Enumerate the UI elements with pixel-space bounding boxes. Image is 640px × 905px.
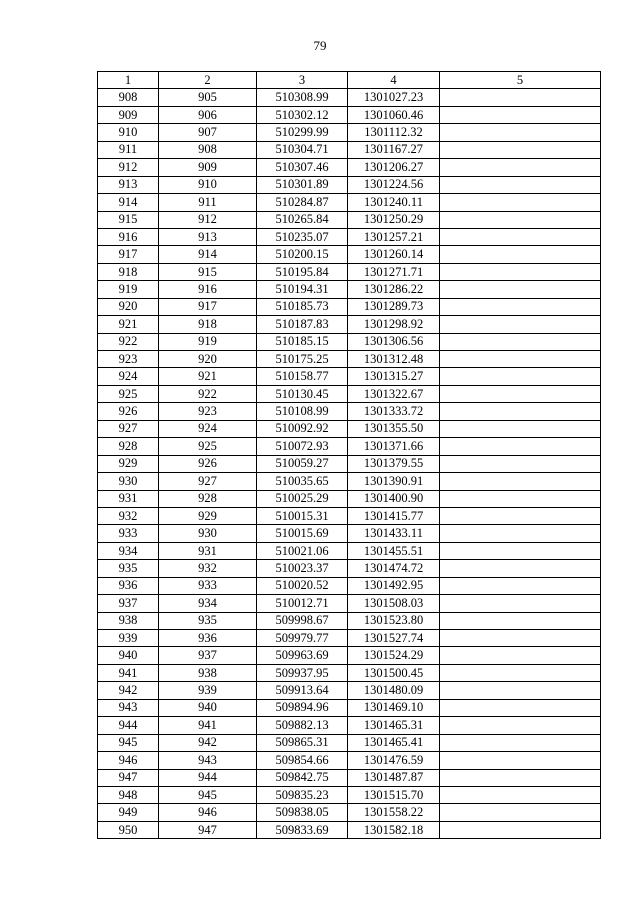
table-header-row bbox=[98, 72, 601, 89]
table-cell: 907 bbox=[159, 124, 257, 141]
table-cell: 940 bbox=[159, 699, 257, 716]
table-cell: 935 bbox=[159, 612, 257, 629]
table-cell: 925 bbox=[159, 438, 257, 455]
column-header: 2 bbox=[159, 72, 257, 89]
table-cell bbox=[440, 473, 601, 490]
table-row bbox=[98, 525, 601, 542]
table-cell: 912 bbox=[98, 159, 159, 176]
table-cell: 942 bbox=[98, 682, 159, 699]
table-cell: 1301469.10 bbox=[348, 699, 440, 716]
table-cell: 1301400.90 bbox=[348, 490, 440, 507]
table-cell: 936 bbox=[98, 577, 159, 594]
table-cell: 941 bbox=[159, 717, 257, 734]
table-cell bbox=[440, 630, 601, 647]
column-header: 3 bbox=[257, 72, 348, 89]
table-cell bbox=[440, 525, 601, 542]
table-cell: 920 bbox=[98, 298, 159, 315]
table-cell: 1301433.11 bbox=[348, 525, 440, 542]
table-cell: 509833.69 bbox=[257, 821, 348, 838]
table-cell bbox=[440, 560, 601, 577]
table-row bbox=[98, 577, 601, 594]
table-cell: 1301306.56 bbox=[348, 333, 440, 350]
table-cell: 908 bbox=[159, 141, 257, 158]
table-row bbox=[98, 507, 601, 524]
table-cell: 917 bbox=[98, 246, 159, 263]
table-cell: 934 bbox=[159, 595, 257, 612]
table-cell: 946 bbox=[98, 752, 159, 769]
table-cell: 510185.73 bbox=[257, 298, 348, 315]
table-cell bbox=[440, 385, 601, 402]
table-cell bbox=[440, 333, 601, 350]
table-cell: 510200.15 bbox=[257, 246, 348, 263]
table-cell: 510284.87 bbox=[257, 194, 348, 211]
table-cell: 509894.96 bbox=[257, 699, 348, 716]
table-row bbox=[98, 699, 601, 716]
table-cell: 931 bbox=[98, 490, 159, 507]
table-body bbox=[98, 89, 601, 839]
table-cell: 1301286.22 bbox=[348, 281, 440, 298]
table-cell: 912 bbox=[159, 211, 257, 228]
table-cell: 945 bbox=[159, 786, 257, 803]
table-cell: 929 bbox=[159, 507, 257, 524]
table-cell bbox=[440, 194, 601, 211]
table-cell: 909 bbox=[98, 106, 159, 123]
table-cell: 939 bbox=[98, 630, 159, 647]
table-cell: 1301465.31 bbox=[348, 717, 440, 734]
table-cell bbox=[440, 403, 601, 420]
table-cell: 917 bbox=[159, 298, 257, 315]
table-row bbox=[98, 664, 601, 681]
table-cell: 509838.05 bbox=[257, 804, 348, 821]
table-row bbox=[98, 106, 601, 123]
table-cell: 930 bbox=[159, 525, 257, 542]
table-cell: 509979.77 bbox=[257, 630, 348, 647]
table-cell bbox=[440, 420, 601, 437]
table-cell: 908 bbox=[98, 89, 159, 106]
table-cell: 1301487.87 bbox=[348, 769, 440, 786]
table-cell: 906 bbox=[159, 106, 257, 123]
table-row bbox=[98, 351, 601, 368]
table-cell: 915 bbox=[98, 211, 159, 228]
table-row bbox=[98, 821, 601, 838]
table-cell: 1301480.09 bbox=[348, 682, 440, 699]
table-cell: 924 bbox=[98, 368, 159, 385]
table-cell: 939 bbox=[159, 682, 257, 699]
table-cell: 1301415.77 bbox=[348, 507, 440, 524]
table-row bbox=[98, 490, 601, 507]
table-row bbox=[98, 316, 601, 333]
table-cell: 922 bbox=[98, 333, 159, 350]
table-row bbox=[98, 647, 601, 664]
table-cell: 926 bbox=[98, 403, 159, 420]
table-cell: 510235.07 bbox=[257, 228, 348, 245]
table-row bbox=[98, 159, 601, 176]
table-cell: 510035.65 bbox=[257, 473, 348, 490]
table-cell: 509998.67 bbox=[257, 612, 348, 629]
table-cell bbox=[440, 577, 601, 594]
table-cell: 510195.84 bbox=[257, 263, 348, 280]
table-row bbox=[98, 630, 601, 647]
column-header: 5 bbox=[440, 72, 601, 89]
table-cell: 509835.23 bbox=[257, 786, 348, 803]
table-cell: 1301322.67 bbox=[348, 385, 440, 402]
table-cell: 919 bbox=[159, 333, 257, 350]
table-cell: 1301474.72 bbox=[348, 560, 440, 577]
table-cell: 935 bbox=[98, 560, 159, 577]
table-cell: 945 bbox=[98, 734, 159, 751]
table-cell: 913 bbox=[159, 228, 257, 245]
table-cell: 911 bbox=[159, 194, 257, 211]
table-cell bbox=[440, 699, 601, 716]
table-cell: 933 bbox=[98, 525, 159, 542]
table-cell: 1301582.18 bbox=[348, 821, 440, 838]
table-cell: 510158.77 bbox=[257, 368, 348, 385]
table-cell: 510308.99 bbox=[257, 89, 348, 106]
table-row bbox=[98, 176, 601, 193]
column-header: 1 bbox=[98, 72, 159, 89]
table-cell: 510108.99 bbox=[257, 403, 348, 420]
table-cell bbox=[440, 211, 601, 228]
table-cell: 928 bbox=[159, 490, 257, 507]
table-cell: 509937.95 bbox=[257, 664, 348, 681]
table-cell: 1301333.72 bbox=[348, 403, 440, 420]
table-cell: 914 bbox=[98, 194, 159, 211]
table-cell: 1301206.27 bbox=[348, 159, 440, 176]
table-cell: 944 bbox=[159, 769, 257, 786]
table-cell: 1301355.50 bbox=[348, 420, 440, 437]
table-cell: 509963.69 bbox=[257, 647, 348, 664]
table-row bbox=[98, 542, 601, 559]
table-row bbox=[98, 194, 601, 211]
table-cell: 509882.13 bbox=[257, 717, 348, 734]
table-row bbox=[98, 786, 601, 803]
table-cell: 916 bbox=[159, 281, 257, 298]
table-cell: 934 bbox=[98, 542, 159, 559]
table-cell: 509913.64 bbox=[257, 682, 348, 699]
table-row bbox=[98, 473, 601, 490]
table-row bbox=[98, 682, 601, 699]
table-row bbox=[98, 717, 601, 734]
table-cell: 1301060.46 bbox=[348, 106, 440, 123]
table-cell: 941 bbox=[98, 664, 159, 681]
table-cell: 510059.27 bbox=[257, 455, 348, 472]
table-cell bbox=[440, 176, 601, 193]
table-cell: 1301250.29 bbox=[348, 211, 440, 228]
table-cell: 923 bbox=[98, 351, 159, 368]
table-cell: 1301508.03 bbox=[348, 595, 440, 612]
table-row bbox=[98, 438, 601, 455]
table-cell: 921 bbox=[98, 316, 159, 333]
table-cell: 1301515.70 bbox=[348, 786, 440, 803]
table-cell: 923 bbox=[159, 403, 257, 420]
table-cell: 943 bbox=[159, 752, 257, 769]
table-cell bbox=[440, 769, 601, 786]
table-cell: 1301524.29 bbox=[348, 647, 440, 664]
table-cell: 938 bbox=[98, 612, 159, 629]
table-row bbox=[98, 455, 601, 472]
table-cell: 913 bbox=[98, 176, 159, 193]
table-cell: 1301224.56 bbox=[348, 176, 440, 193]
table-cell: 927 bbox=[159, 473, 257, 490]
table-cell bbox=[440, 542, 601, 559]
table-cell: 1301476.59 bbox=[348, 752, 440, 769]
table-row bbox=[98, 124, 601, 141]
table-cell: 910 bbox=[98, 124, 159, 141]
table-cell bbox=[440, 141, 601, 158]
table-cell: 924 bbox=[159, 420, 257, 437]
table-cell: 942 bbox=[159, 734, 257, 751]
table-cell: 1301500.45 bbox=[348, 664, 440, 681]
table-cell bbox=[440, 612, 601, 629]
table-cell: 946 bbox=[159, 804, 257, 821]
table-cell: 928 bbox=[98, 438, 159, 455]
table-cell: 510302.12 bbox=[257, 106, 348, 123]
table-cell: 510021.06 bbox=[257, 542, 348, 559]
table-cell bbox=[440, 159, 601, 176]
table-cell: 510187.83 bbox=[257, 316, 348, 333]
table-row bbox=[98, 228, 601, 245]
table-cell: 510299.99 bbox=[257, 124, 348, 141]
table-cell: 509842.75 bbox=[257, 769, 348, 786]
table-cell: 1301527.74 bbox=[348, 630, 440, 647]
table-cell: 931 bbox=[159, 542, 257, 559]
table-cell: 905 bbox=[159, 89, 257, 106]
table-cell: 922 bbox=[159, 385, 257, 402]
page-number: 79 bbox=[313, 38, 327, 53]
table-row bbox=[98, 752, 601, 769]
table-cell bbox=[440, 298, 601, 315]
table-cell: 1301167.27 bbox=[348, 141, 440, 158]
table-row bbox=[98, 211, 601, 228]
table-cell: 950 bbox=[98, 821, 159, 838]
table-cell: 510185.15 bbox=[257, 333, 348, 350]
table-cell: 943 bbox=[98, 699, 159, 716]
table-row bbox=[98, 769, 601, 786]
table-cell: 1301112.32 bbox=[348, 124, 440, 141]
table-cell: 915 bbox=[159, 263, 257, 280]
table-cell: 510092.92 bbox=[257, 420, 348, 437]
table-row bbox=[98, 368, 601, 385]
table-cell bbox=[440, 664, 601, 681]
table-cell: 944 bbox=[98, 717, 159, 734]
table-cell bbox=[440, 106, 601, 123]
table-cell bbox=[440, 124, 601, 141]
table-cell: 938 bbox=[159, 664, 257, 681]
table-cell: 510175.25 bbox=[257, 351, 348, 368]
table-cell: 510025.29 bbox=[257, 490, 348, 507]
table-cell: 1301455.51 bbox=[348, 542, 440, 559]
table-cell: 927 bbox=[98, 420, 159, 437]
table-cell: 919 bbox=[98, 281, 159, 298]
table-cell bbox=[440, 682, 601, 699]
table-cell: 510015.31 bbox=[257, 507, 348, 524]
table-cell: 921 bbox=[159, 368, 257, 385]
table-cell: 947 bbox=[159, 821, 257, 838]
table-row bbox=[98, 281, 601, 298]
table-cell bbox=[440, 507, 601, 524]
table-cell: 1301312.48 bbox=[348, 351, 440, 368]
table-row bbox=[98, 612, 601, 629]
table-cell: 949 bbox=[98, 804, 159, 821]
table-cell: 1301371.66 bbox=[348, 438, 440, 455]
table-cell: 509865.31 bbox=[257, 734, 348, 751]
table-cell: 936 bbox=[159, 630, 257, 647]
table-cell: 933 bbox=[159, 577, 257, 594]
table-cell bbox=[440, 490, 601, 507]
table-cell: 1301257.21 bbox=[348, 228, 440, 245]
table-cell: 937 bbox=[159, 647, 257, 664]
table-cell bbox=[440, 351, 601, 368]
table-row bbox=[98, 89, 601, 106]
table-row bbox=[98, 403, 601, 420]
table-row bbox=[98, 734, 601, 751]
table-cell: 930 bbox=[98, 473, 159, 490]
table-cell bbox=[440, 717, 601, 734]
table-cell: 948 bbox=[98, 786, 159, 803]
table-cell: 925 bbox=[98, 385, 159, 402]
table-cell bbox=[440, 786, 601, 803]
table-cell bbox=[440, 368, 601, 385]
table-cell: 932 bbox=[159, 560, 257, 577]
table-cell: 1301315.27 bbox=[348, 368, 440, 385]
table-row bbox=[98, 263, 601, 280]
table-cell: 510020.52 bbox=[257, 577, 348, 594]
table-cell bbox=[440, 316, 601, 333]
table-cell: 1301240.11 bbox=[348, 194, 440, 211]
table-cell: 1301298.92 bbox=[348, 316, 440, 333]
table-cell bbox=[440, 438, 601, 455]
table-cell bbox=[440, 246, 601, 263]
table-cell: 1301492.95 bbox=[348, 577, 440, 594]
table-cell: 1301379.55 bbox=[348, 455, 440, 472]
table-cell bbox=[440, 263, 601, 280]
column-header: 4 bbox=[348, 72, 440, 89]
table-cell: 918 bbox=[159, 316, 257, 333]
table-cell: 1301523.80 bbox=[348, 612, 440, 629]
table-cell: 926 bbox=[159, 455, 257, 472]
table-row bbox=[98, 385, 601, 402]
table-cell bbox=[440, 804, 601, 821]
table-cell: 510072.93 bbox=[257, 438, 348, 455]
table-cell: 510015.69 bbox=[257, 525, 348, 542]
table-cell: 510012.71 bbox=[257, 595, 348, 612]
table-cell bbox=[440, 821, 601, 838]
table-cell: 940 bbox=[98, 647, 159, 664]
table-cell: 914 bbox=[159, 246, 257, 263]
table-cell: 909 bbox=[159, 159, 257, 176]
table-row bbox=[98, 298, 601, 315]
table-cell bbox=[440, 647, 601, 664]
table-cell: 1301289.73 bbox=[348, 298, 440, 315]
table-row bbox=[98, 595, 601, 612]
table-row bbox=[98, 141, 601, 158]
table-cell bbox=[440, 595, 601, 612]
table-cell bbox=[440, 734, 601, 751]
table-cell: 510265.84 bbox=[257, 211, 348, 228]
table-cell: 918 bbox=[98, 263, 159, 280]
coordinates-table bbox=[97, 71, 601, 839]
table-row bbox=[98, 246, 601, 263]
table-cell: 509854.66 bbox=[257, 752, 348, 769]
table-cell: 1301271.71 bbox=[348, 263, 440, 280]
table-cell bbox=[440, 89, 601, 106]
table-cell bbox=[440, 228, 601, 245]
table-cell: 1301027.23 bbox=[348, 89, 440, 106]
table-cell: 510307.46 bbox=[257, 159, 348, 176]
table-row bbox=[98, 560, 601, 577]
table-cell: 1301465.41 bbox=[348, 734, 440, 751]
table-cell: 1301390.91 bbox=[348, 473, 440, 490]
table-cell: 937 bbox=[98, 595, 159, 612]
table-cell: 929 bbox=[98, 455, 159, 472]
table-row bbox=[98, 333, 601, 350]
table-cell: 910 bbox=[159, 176, 257, 193]
table-cell: 947 bbox=[98, 769, 159, 786]
table-cell bbox=[440, 281, 601, 298]
table-row bbox=[98, 420, 601, 437]
table-cell: 911 bbox=[98, 141, 159, 158]
table-cell: 920 bbox=[159, 351, 257, 368]
table-cell bbox=[440, 752, 601, 769]
table-cell: 510023.37 bbox=[257, 560, 348, 577]
table-cell: 510130.45 bbox=[257, 385, 348, 402]
table-cell bbox=[440, 455, 601, 472]
table-cell: 510301.89 bbox=[257, 176, 348, 193]
table-cell: 1301260.14 bbox=[348, 246, 440, 263]
table-cell: 510304.71 bbox=[257, 141, 348, 158]
table-cell: 1301558.22 bbox=[348, 804, 440, 821]
table-cell: 932 bbox=[98, 507, 159, 524]
table-cell: 510194.31 bbox=[257, 281, 348, 298]
table-row bbox=[98, 804, 601, 821]
table-cell: 916 bbox=[98, 228, 159, 245]
